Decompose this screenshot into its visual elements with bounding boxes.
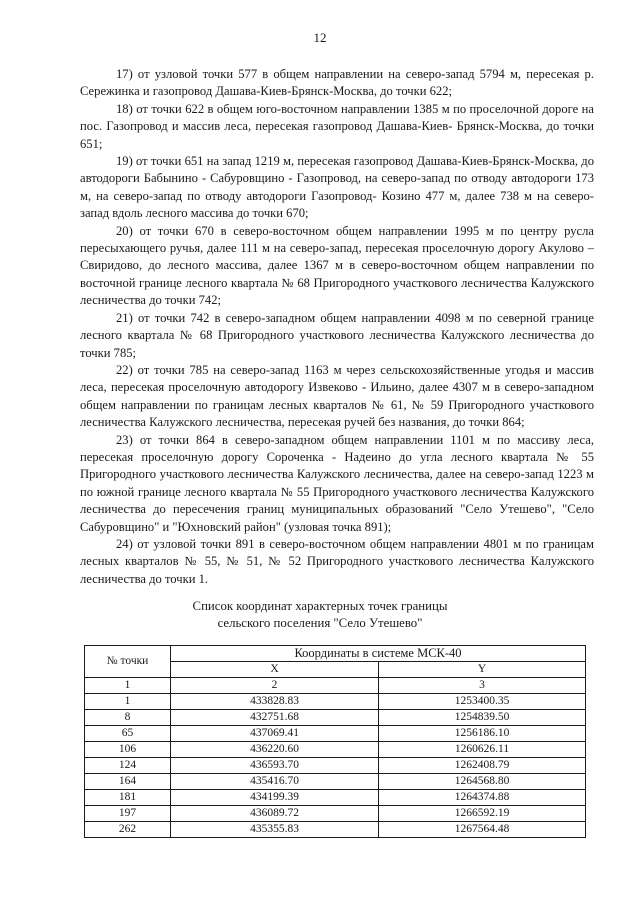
point-number-cell: 124 (85, 758, 171, 774)
x-coordinate-cell: 435416.70 (171, 774, 379, 790)
table-row (85, 758, 586, 774)
table-row (85, 710, 586, 726)
x-coordinate-cell: 436089.72 (171, 806, 379, 822)
header-y: Y (379, 662, 586, 678)
y-coordinate-cell: 1254839.50 (379, 710, 586, 726)
caption-line-2: сельского поселения "Село Утешево" (217, 616, 423, 630)
paragraph-20: 20) от точки 670 в северо-восточном общем направлении 1995 м по центру русла пересыхающего ручья, далее 111 м на северо-запад, пересекая проселочную дорогу Акулово – Свиридово, до лесного массива, далее 1367 м в северо-восточном общем направлении по восточной границе лесного квартала № 68 Пригородного участкового лесничества Калужского лесничества до точки 742; (80, 223, 594, 308)
paragraph-24: 24) от узловой точки 891 в северо-восточном общем направлении 4801 м по границам лесных кварталов № 55, № 51, № 52 Пригородного участкового лесничества Калужского лесничества до точки 1. (80, 536, 594, 586)
table-row (85, 822, 586, 838)
header-x: X (171, 662, 379, 678)
table-row (85, 806, 586, 822)
paragraph-19: 19) от точки 651 на запад 1219 м, пересекая газопровод Дашава-Киев-Брянск-Москва, до автодороги Бабынино - Сабуровщино - Газопровод, на северо-запад по отводу автодороги 173 м, на северо-запад по отводу автодороги Газопровод- Козино 477 м, далее 738 м на северо-запад вдоль лесного массива до точки 670; (80, 154, 594, 221)
x-coordinate-cell: 435355.83 (171, 822, 379, 838)
x-coordinate-cell: 436220.60 (171, 742, 379, 758)
y-coordinate-cell: 1264568.80 (379, 774, 586, 790)
y-coordinate-cell: 1266592.19 (379, 806, 586, 822)
table-header-row (85, 646, 586, 662)
y-coordinate-cell: 1253400.35 (379, 694, 586, 710)
page-number: 12 (313, 30, 327, 45)
point-number-cell: 8 (85, 710, 171, 726)
x-coordinate-cell: 436593.70 (171, 758, 379, 774)
point-number-cell: 106 (85, 742, 171, 758)
table-row (85, 694, 586, 710)
paragraph-18: 18) от точки 622 в общем юго-восточном направлении 1385 м по проселочной дороге на пос. Газопровод и массив леса, пересекая газопровод Дашава-Киев- Брянск-Москва, до точки 651; (80, 101, 594, 151)
index-cell: 3 (379, 678, 586, 694)
table-row (85, 742, 586, 758)
table-row (85, 774, 586, 790)
header-point-number: № точки (85, 646, 171, 678)
table-row (85, 790, 586, 806)
x-coordinate-cell: 437069.41 (171, 726, 379, 742)
y-coordinate-cell: 1260626.11 (379, 742, 586, 758)
paragraph-17: 17) от узловой точки 577 в общем направлении на северо-запад 5794 м, пересекая р. Сережинка и газопровод Дашава-Киев-Брянск-Москва, до точки 622; (80, 67, 594, 99)
x-coordinate-cell: 433828.83 (171, 694, 379, 710)
point-number-cell: 181 (85, 790, 171, 806)
point-number-cell: 1 (85, 694, 171, 710)
caption-line-1: Список координат характерных точек границы (192, 599, 448, 613)
point-number-cell: 197 (85, 806, 171, 822)
paragraph-22: 22) от точки 785 на северо-запад 1163 м через сельскохозяйственные угодья и массив леса, пересекая проселочную автодорогу Извеково - Ильино, далее 4307 м в северо-западном общем направлении по границам лесных кварталов № 61, № 59 Пригородного участкового лесничества Калужского лесничества, пересекая ручей без названия, до точки 864; (80, 362, 594, 430)
table-row (85, 726, 586, 742)
y-coordinate-cell: 1256186.10 (379, 726, 586, 742)
x-coordinate-cell: 432751.68 (171, 710, 379, 726)
table-index-row (85, 678, 586, 694)
index-cell: 2 (171, 678, 379, 694)
x-coordinate-cell: 434199.39 (171, 790, 379, 806)
paragraph-21: 21) от точки 742 в северо-западном общем направлении 4098 м по северной границе лесного квартала № 68 Пригородного участкового лесничества Калужского лесничества до точки 785; (80, 310, 594, 360)
table-caption (0, 598, 640, 632)
point-number-cell: 262 (85, 822, 171, 838)
point-number-cell: 65 (85, 726, 171, 742)
paragraph-23: 23) от точки 864 в северо-западном общем направлении 1101 м по массиву леса, пересекая проселочную дорогу Сороченка - Надеино до угла лесного квартала № 55 Пригородного участкового лесничества Калужского лесничества, далее на северо-запад 1223 м по южной границе лесного квартала № 55 Пригородного участкового лесничества Калужского лесничества до пересечения границ муниципальных образований "Село Утешево", "Село Сабуровщино" и "Юхновский район" (узловая точка 891); (80, 432, 594, 534)
boundary-description (80, 66, 594, 588)
header-coordinate-system: Координаты в системе МСК-40 (171, 646, 586, 662)
index-cell: 1 (85, 678, 171, 694)
y-coordinate-cell: 1267564.48 (379, 822, 586, 838)
point-number-cell: 164 (85, 774, 171, 790)
y-coordinate-cell: 1262408.79 (379, 758, 586, 774)
y-coordinate-cell: 1264374.88 (379, 790, 586, 806)
coordinates-table (84, 645, 586, 838)
